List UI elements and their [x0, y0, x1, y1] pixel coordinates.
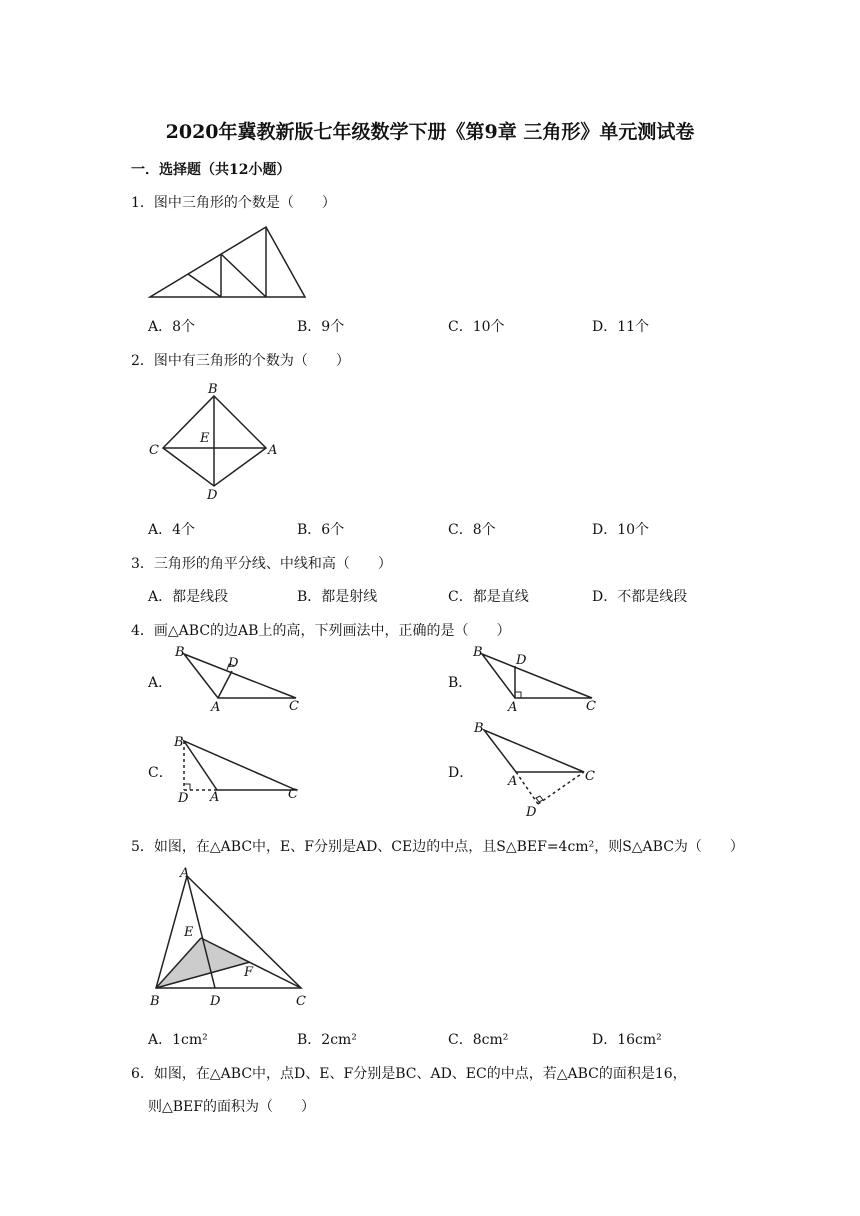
question-5-stem: 5．如图，在△ABC中，E、F分别是AD、CE边的中点，且S△BEF=4cm²，则S△ABC为（ ）: [131, 839, 744, 855]
q2-option-a[interactable]: A．4个: [148, 522, 196, 538]
q5-option-c[interactable]: C．8cm²: [448, 1032, 509, 1048]
question-2-stem: 2．图中有三角形的个数为（ ）: [131, 353, 350, 369]
q4-figure-c: [170, 733, 305, 805]
q3-option-b[interactable]: B．都是射线: [297, 589, 378, 605]
svg-text:B: B: [174, 735, 184, 750]
svg-text:C: C: [586, 699, 596, 714]
q1-option-c[interactable]: C．10个: [448, 319, 505, 335]
q2-label-d: D: [207, 488, 218, 503]
q2-label-e: E: [200, 431, 210, 446]
q4-option-c[interactable]: C．: [148, 765, 173, 781]
q2-option-d[interactable]: D．10个: [592, 522, 650, 538]
svg-text:B: B: [473, 645, 483, 660]
question-3-stem: 3．三角形的角平分线、中线和高（ ）: [131, 556, 392, 572]
svg-text:B: B: [474, 721, 484, 736]
svg-text:C: C: [289, 699, 299, 714]
q1-option-d[interactable]: D．11个: [592, 319, 650, 335]
q1-option-a[interactable]: A．8个: [148, 319, 196, 335]
question-4-stem: 4．画△ABC的边AB上的高，下列画法中，正确的是（ ）: [131, 623, 511, 639]
svg-text:B: B: [150, 994, 160, 1009]
q4-figure-a: [172, 644, 307, 714]
svg-text:A: A: [210, 790, 220, 805]
question-5-figure: [146, 864, 311, 1010]
q2-option-b[interactable]: B．6个: [297, 522, 345, 538]
q3-option-d[interactable]: D．不都是线段: [592, 589, 688, 605]
q2-label-c: C: [149, 443, 159, 458]
svg-text:C: C: [585, 769, 595, 784]
q3-option-a[interactable]: A．都是线段: [148, 589, 229, 605]
svg-text:D: D: [228, 656, 239, 671]
question-1-figure: [148, 224, 308, 300]
svg-text:E: E: [184, 925, 194, 940]
svg-text:D: D: [178, 791, 189, 806]
q5-option-a[interactable]: A．1cm²: [148, 1032, 208, 1048]
q2-option-c[interactable]: C．8个: [448, 522, 496, 538]
q4-option-d[interactable]: D．: [448, 765, 474, 781]
question-6-stem-line1: 6．如图，在△ABC中，点D、E、F分别是BC、AD、EC的中点，若△ABC的面积是16，: [131, 1066, 687, 1082]
q1-option-b[interactable]: B．9个: [297, 319, 345, 335]
svg-text:A: A: [211, 700, 221, 715]
q4-option-b[interactable]: B．: [448, 675, 473, 691]
svg-text:A: A: [508, 774, 518, 789]
svg-text:D: D: [210, 994, 221, 1009]
section-heading: 一．选择题（共12小题）: [131, 162, 291, 178]
question-6-stem-line2: 则△BEF的面积为（ ）: [148, 1099, 315, 1115]
q4-figure-b: [470, 644, 605, 714]
svg-text:C: C: [296, 994, 306, 1009]
svg-text:F: F: [244, 965, 254, 980]
svg-text:D: D: [526, 805, 537, 820]
svg-text:D: D: [516, 653, 527, 668]
q2-label-a: A: [268, 443, 278, 458]
q5-option-b[interactable]: B．2cm²: [297, 1032, 357, 1048]
svg-text:C: C: [288, 787, 298, 802]
q4-option-a[interactable]: A．: [148, 675, 173, 691]
question-2-figure: [146, 382, 281, 503]
page-title: 2020年冀教新版七年级数学下册《第9章 三角形》单元测试卷: [165, 121, 695, 143]
svg-text:B: B: [175, 645, 185, 660]
svg-text:A: A: [180, 866, 190, 881]
q2-label-b: B: [208, 382, 218, 397]
q5-option-d[interactable]: D．16cm²: [592, 1032, 662, 1048]
q4-figure-d: [470, 716, 605, 822]
svg-text:A: A: [508, 700, 518, 715]
question-1-stem: 1．图中三角形的个数是（ ）: [131, 195, 336, 211]
q3-option-c[interactable]: C．都是直线: [448, 589, 529, 605]
